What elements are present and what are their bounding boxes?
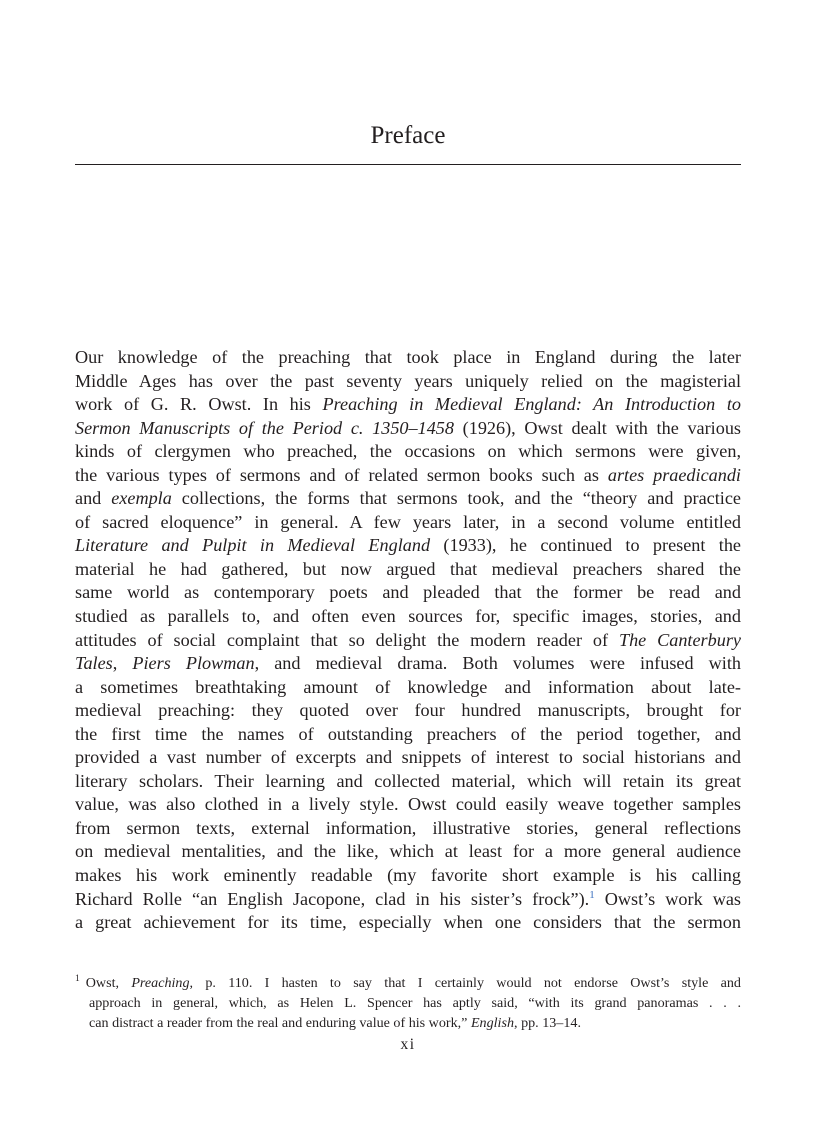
- italic-title: Sermon Manuscripts of the Period c. 1350–1458: [75, 417, 454, 438]
- body-line: work of G. R. Owst. In his Preaching in Medieval England: An Introduction to: [75, 394, 741, 415]
- body-line: value, was also clothed in a lively style. Owst could easily weave together samples: [75, 794, 741, 815]
- italic-title: Preaching in Medieval England: An Introduction to: [322, 394, 741, 415]
- footnote-line: $^1$ Owst, Preaching, p. 110. I hasten to say that I certainly would not endorse Owst’s style and: [75, 974, 741, 991]
- italic-title: Tales: [75, 653, 113, 674]
- body-line: a sometimes breathtaking amount of knowledge and information about late-: [75, 676, 741, 697]
- body-line: attitudes of social complaint that so delight the modern reader of The Canterbury: [75, 629, 741, 650]
- body-line: of sacred eloquence” in general. A few years later, in a second volume entitled: [75, 511, 741, 532]
- body-line: Tales, Piers Plowman, and medieval drama. Both volumes were infused with: [75, 653, 741, 674]
- footnote: [75, 973, 741, 1033]
- body-line: studied as parallels to, and often even sources for, specific images, stories, and: [75, 606, 741, 627]
- body-line: same world as contemporary poets and pleaded that the former be read and: [75, 582, 741, 603]
- body-line: medieval preaching: they quoted over four hundred manuscripts, brought for: [75, 700, 741, 721]
- body-line: makes his work eminently readable (my favorite short example is his calling: [75, 865, 741, 886]
- footnote-line: approach in general, which, as Helen L. Spencer has aptly said, “with its grand panoramas . . .: [89, 995, 741, 1011]
- footnote-reference[interactable]: 1: [589, 888, 595, 901]
- body-line: provided a vast number of excerpts and snippets of interest to social historians and: [75, 747, 741, 768]
- body-line: Our knowledge of the preaching that took place in England during the later: [75, 347, 741, 367]
- italic-title: Preaching: [131, 975, 190, 991]
- body-line: kinds of clergymen who preached, the occasions on which sermons were given,: [75, 441, 741, 462]
- body-line: and exempla collections, the forms that sermons took, and the “theory and practice: [75, 488, 741, 509]
- page-title: Preface: [370, 122, 446, 149]
- footnote-marker: 1: [75, 974, 80, 984]
- italic-title: exempla: [111, 488, 172, 509]
- body-line: Literature and Pulpit in Medieval England (1933), he continued to present the: [75, 535, 742, 556]
- body-line: the first time the names of outstanding preachers of the period together, and: [75, 723, 741, 744]
- body-line: literary scholars. Their learning and collected material, which will retain its great: [75, 770, 741, 791]
- title-rule: [75, 164, 741, 165]
- body-line: material he had gathered, but now argued that medieval preachers shared the: [75, 558, 741, 579]
- footnote-line: can distract a reader from the real and enduring value of his work,” English, pp. 13–14.: [89, 1015, 581, 1031]
- body-paragraph: [75, 346, 741, 935]
- italic-title: The Canterbury: [618, 629, 741, 650]
- body-line: Sermon Manuscripts of the Period c. 1350–1458 (1926), Owst dealt with the various: [75, 417, 741, 438]
- italic-title: English: [470, 1015, 515, 1031]
- body-line: Middle Ages has over the past seventy years uniquely relied on the magisterial: [75, 370, 741, 391]
- body-line: the various types of sermons and of related sermon books such as artes praedicandi: [75, 464, 741, 485]
- italic-title: Literature and Pulpit in Medieval England: [75, 535, 431, 556]
- italic-title: Piers Plowman: [132, 653, 255, 674]
- body-line: from sermon texts, external information, illustrative stories, general reflections: [75, 817, 741, 838]
- page-number: xi: [400, 1036, 416, 1053]
- italic-title: artes praedicandi: [607, 464, 741, 485]
- body-line: on medieval mentalities, and the like, which at least for a more general audience: [75, 841, 741, 862]
- body-line: a great achievement for its time, especially when one considers that the sermon: [75, 912, 741, 933]
- body-line: Richard Rolle “an English Jacopone, clad in his sister’s frock”).$^1$ Owst’s work was: [75, 888, 741, 909]
